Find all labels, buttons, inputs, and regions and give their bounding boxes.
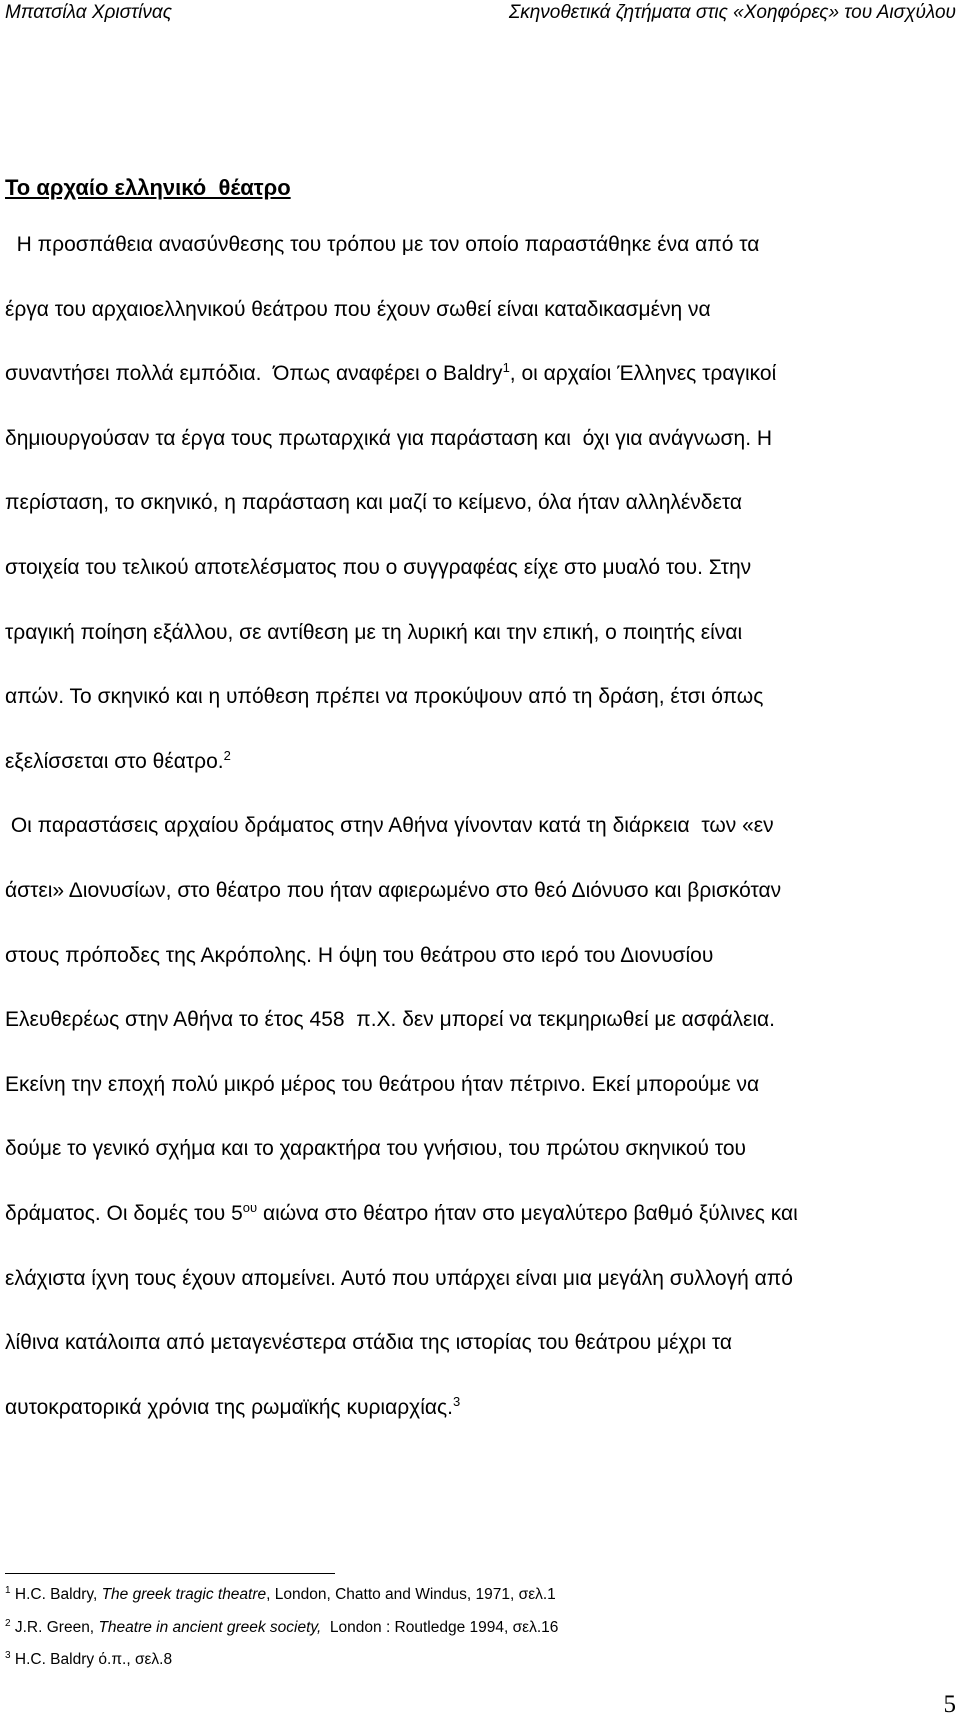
paragraph-1-line (5, 488, 955, 553)
paragraph-2-line (5, 876, 955, 941)
text-line: Οι παραστάσεις αρχαίου δράματος στην Αθήνα γίνονταν κατά τη διάρκεια των «εν (5, 814, 774, 838)
body-text (5, 230, 955, 1457)
paragraph-2-line (5, 941, 955, 1006)
text-line (5, 1393, 460, 1458)
paragraph-2-line (5, 1328, 955, 1393)
text-line: ελάχιστα ίχνη τους έχουν απομείνει. Αυτό που υπάρχει είναι μια μεγάλη συλλογή από (5, 1266, 793, 1290)
paragraph-1-line (5, 682, 955, 747)
footnote-ref: 2 (223, 747, 231, 763)
footnotes (5, 1584, 558, 1682)
paragraph-2-line (5, 1070, 955, 1135)
footnote-text: , London, Chatto and Windus, 1971, σελ.1 (266, 1586, 556, 1603)
paragraph-1-line (5, 618, 955, 683)
footnote-text: London : Routledge 1994, σελ.16 (321, 1618, 559, 1636)
section-title: Το αρχαίο ελληνικό θέατρο (5, 175, 291, 200)
header-author: Μπατσίλα Χριστίνας (5, 2, 172, 23)
text-line (5, 359, 776, 424)
text-line: στοιχεία του τελικού αποτελέσματος που ο συγγραφέας είχε στο μυαλό του. Στην (5, 555, 752, 579)
footnote-number: 1 (5, 1584, 11, 1596)
text-fragment: , οι αρχαίοι Έλληνες τραγικοί (509, 362, 777, 386)
text-line (5, 1199, 798, 1264)
footnote-separator (5, 1573, 335, 1574)
paragraph-2-line (5, 811, 955, 876)
text-fragment: αιώνα στο θέατρο ήταν στο μεγαλύτερο βαθμό ξύλινες και (257, 1201, 798, 1225)
header-title: Σκηνοθετικά ζητήματα στις «Χοηφόρες» του Αισχύλου (508, 2, 956, 23)
text-fragment: δράματος. Οι δομές του 5 (5, 1201, 243, 1225)
footnote-ref: 3 (452, 1393, 461, 1409)
paragraph-2-line (5, 1005, 955, 1070)
paragraph-1-line (5, 424, 955, 489)
paragraph-1-line (5, 230, 955, 295)
footnote-1 (5, 1584, 558, 1617)
paragraph-1-line (5, 747, 955, 812)
paragraph-2-line (5, 1393, 955, 1458)
superscript-text: ου (242, 1199, 258, 1215)
text-line: περίσταση, το σκηνικό, η παράσταση και μαζί το κείμενο, όλα ήταν αλληλένδετα (5, 491, 742, 515)
text-line: τραγική ποίηση εξάλλου, σε αντίθεση με τη λυρική και την επική, ο ποιητής είναι (5, 620, 743, 644)
footnote-number: 3 (5, 1649, 11, 1661)
text-line: δούμε το γενικό σχήμα και το χαρακτήρα του γνήσιου, του πρώτου σκηνικού του (5, 1137, 747, 1161)
footnote-ref: 1 (502, 360, 510, 376)
paragraph-1-line (5, 295, 955, 360)
text-line: άστει» Διονυσίων, στο θέατρο που ήταν αφιερωμένο στο θεό Διόνυσο και βρισκόταν (5, 878, 782, 902)
text-line: απών. Το σκηνικό και η υπόθεση πρέπει να προκύψουν από τη δράση, έτσι όπως (5, 685, 764, 709)
text-line: έργα του αρχαιοελληνικού θεάτρου που έχουν σωθεί είναι καταδικασμένη να (5, 297, 711, 321)
paragraph-2-line (5, 1199, 955, 1264)
running-header (5, 2, 956, 24)
paragraph-1-line (5, 553, 955, 618)
text-line (5, 747, 231, 812)
footnote-text: H.C. Baldry, (10, 1586, 102, 1603)
text-line: στους πρόποδες της Ακρόπολης. Η όψη του θεάτρου στο ιερό του Διονυσίου (5, 943, 714, 967)
paragraph-1-line (5, 359, 955, 424)
footnote-book-title: The greek tragic theatre (101, 1586, 267, 1603)
text-fragment: αυτοκρατορικά χρόνια της ρωμαϊκής κυριαρχίας. (5, 1395, 453, 1419)
footnote-3 (5, 1649, 558, 1682)
paragraph-2-line (5, 1264, 955, 1329)
footnote-text: H.C. Baldry ό.π., σελ.8 (10, 1651, 173, 1668)
text-line: Εκείνη την εποχή πολύ μικρό μέρος του θεάτρου ήταν πέτρινο. Εκεί μπορούμε να (5, 1072, 760, 1096)
footnote-number: 2 (5, 1617, 11, 1629)
text-fragment: συναντήσει πολλά εμπόδια. Όπως αναφέρει ο Baldry (5, 362, 503, 386)
footnote-book-title: Theatre in ancient greek society, (98, 1618, 322, 1636)
text-line: Η προσπάθεια ανασύνθεσης του τρόπου με τον οποίο παραστάθηκε ένα από τα (5, 233, 760, 256)
text-line: Ελευθερέως στην Αθήνα το έτος 458 π.Χ. δεν μπορεί να τεκμηριωθεί με ασφάλεια. (5, 1008, 775, 1032)
text-fragment: εξελίσσεται στο θέατρο. (5, 749, 224, 773)
paragraph-2-line (5, 1134, 955, 1199)
footnote-text: J.R. Green, (10, 1618, 99, 1636)
text-line: λίθινα κατάλοιπα από μεταγενέστερα στάδια της ιστορίας του θεάτρου μέχρι τα (5, 1331, 733, 1355)
page-number: 5 (943, 1691, 956, 1718)
text-line: δημιουργούσαν τα έργα τους πρωταρχικά για παράσταση και όχι για ανάγνωση. Η (5, 426, 773, 450)
footnote-2 (5, 1617, 558, 1650)
